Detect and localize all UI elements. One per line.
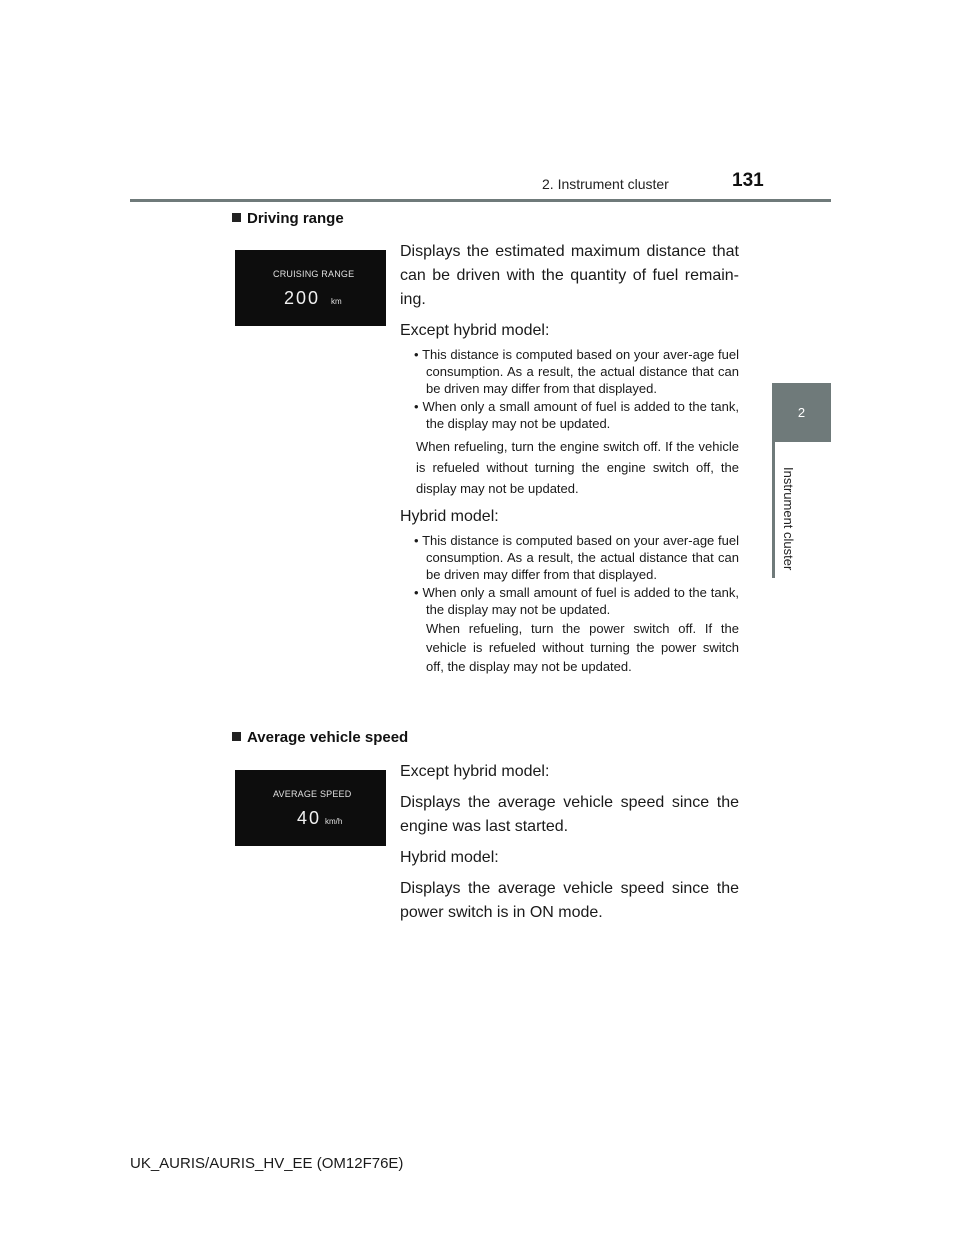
driving-range-except-note: When refueling, turn the engine switch off. If the vehicle is refueled without turning the engine switch off, the display may not be updated. <box>416 439 739 496</box>
average-speed-hybrid-text: Displays the average vehicle speed since the power switch is in ON mode. <box>400 880 739 921</box>
driving-range-except-bullets <box>400 346 739 432</box>
page-number: 131 <box>732 170 764 191</box>
driving-range-heading-text: Driving range <box>247 210 344 227</box>
driving-range-hybrid-note: When refueling, turn the power switch off. If the vehicle is refueled without turning the power switch off, the display may not be updated. <box>426 621 739 674</box>
cruising-range-display-unit: km <box>331 297 342 306</box>
driving-range-hybrid-bullets <box>400 532 739 618</box>
header-section-title: 2. Instrument cluster <box>542 176 669 192</box>
average-speed-display-value: 40 <box>297 808 322 828</box>
average-speed-display <box>235 770 386 846</box>
list-item: • This distance is computed based on your aver-age fuel consumption. As a result, the actual distance that can be driven may differ from that displayed. <box>414 347 739 396</box>
list-item: • When only a small amount of fuel is added to the tank, the display may not be updated. <box>414 585 739 617</box>
chapter-tab-rule <box>772 442 775 578</box>
average-speed-text <box>400 760 739 932</box>
driving-range-except-label: Except hybrid model: <box>400 322 550 339</box>
average-speed-hybrid-label: Hybrid model: <box>400 849 499 866</box>
footer-document-code: UK_AURIS/AURIS_HV_EE (OM12F76E) <box>130 1155 404 1172</box>
square-bullet-icon <box>232 213 241 222</box>
average-speed-except-label: Except hybrid model: <box>400 763 550 780</box>
average-speed-display-unit: km/h <box>325 817 343 826</box>
chapter-tab-label: Instrument cluster <box>781 466 796 570</box>
average-speed-heading-text: Average vehicle speed <box>247 729 409 746</box>
driving-range-text <box>400 240 739 676</box>
average-speed-except-text: Displays the average vehicle speed since the engine was last started. <box>400 794 739 835</box>
square-bullet-icon <box>232 732 241 741</box>
cruising-range-display-title: CRUISING RANGE <box>273 269 355 279</box>
driving-range-hybrid-label: Hybrid model: <box>400 508 499 525</box>
average-speed-display-title: AVERAGE SPEED <box>273 789 352 799</box>
driving-range-intro: Displays the estimated maximum distance that can be driven with the quantity of fuel remain-ing. <box>400 243 739 308</box>
average-speed-heading <box>232 729 408 746</box>
list-item: • This distance is computed based on your aver-age fuel consumption. As a result, the actual distance that can be driven may differ from that displayed. <box>414 533 739 582</box>
list-item: • When only a small amount of fuel is added to the tank, the display may not be updated. <box>414 399 739 431</box>
header-divider <box>130 199 831 202</box>
driving-range-heading <box>232 210 344 227</box>
cruising-range-display <box>235 250 386 326</box>
chapter-tab: 2 <box>772 383 831 442</box>
cruising-range-display-value: 200 <box>284 288 321 308</box>
